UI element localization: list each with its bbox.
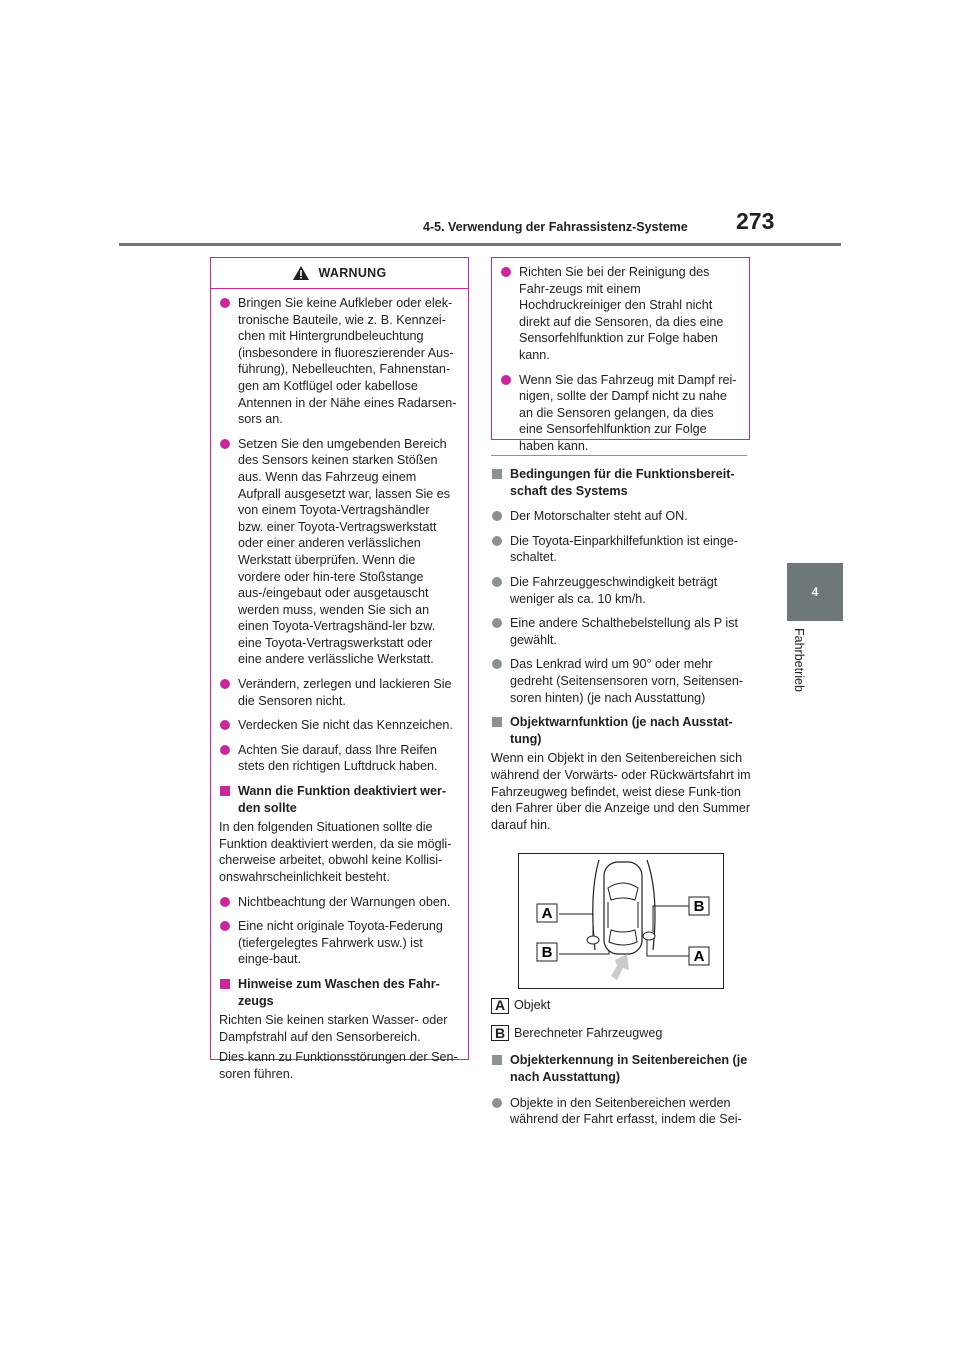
running-header: 4-5. Verwendung der Fahrassistenz-Systeme [423,220,688,234]
list-item: Die Toyota-Einparkhilfefunktion ist einge-schaltet. [491,533,751,566]
section-heading: Hinweise zum Waschen des Fahr-zeugs [219,976,458,1009]
list-item: Eine andere Schalthebelstellung als P ist gewählt. [491,615,751,648]
paragraph: In den folgenden Situationen sollte die Funktion deaktiviert werden, da sie mögli-cherweise arbeitet, obwohl keine Kollisi-onswahrscheinlichkeit besteht. [219,820,452,884]
chapter-label: Fahrbetrieb [792,628,806,692]
leader-line [653,906,689,932]
figure-label: A [693,948,705,966]
figure-side-detection [518,853,724,989]
leader-line [559,950,609,954]
section-heading: Wann die Funktion deaktiviert wer-den sollte [219,783,458,816]
warning-body [211,289,468,1083]
square-bullet-icon [220,979,230,989]
list-item: Nichtbeachtung der Warnungen oben. [219,894,458,911]
divider [491,455,747,456]
bullet-icon [220,298,230,308]
bullet-icon [492,618,502,628]
list-item: Achten Sie darauf, dass Ihre Reifen stets den richtigen Luftdruck haben. [219,742,458,775]
warning-title: WARNUNG [318,265,387,280]
bullet-icon [220,679,230,689]
warning-box-continued [491,257,750,453]
bullet-icon [220,897,230,907]
bullet-icon [492,659,502,669]
list-item: Der Motorschalter steht auf ON. [491,508,751,525]
bullet-icon [492,536,502,546]
header-rule [119,243,841,246]
list-item: Verändern, zerlegen und lackieren Sie die Sensoren nicht. [219,676,458,709]
legend-key: B [491,1025,509,1041]
right-column [491,466,751,1136]
legend-text: Objekt [514,998,551,1013]
reverse-arrow-icon [611,954,629,980]
object-icon [587,936,599,944]
legend-key: A [491,998,509,1014]
warning-triangle-icon [292,265,310,281]
legend-item [491,1025,751,1042]
list-item: Die Fahrzeuggeschwindigkeit beträgt weniger als ca. 10 km/h. [491,574,751,607]
object-icon [643,932,655,940]
section-heading: Bedingungen für die Funktionsbereit-schaft des Systems [491,466,751,499]
figure-label: B [693,898,705,916]
list-item: Wenn Sie das Fahrzeug mit Dampf rei-nigen, sollte der Dampf nicht zu nahe an die Sensoren gelangen, da dies eine Sensorfehlfunktion zur Folge haben kann. [500,372,739,455]
square-bullet-icon [492,1055,502,1065]
bullet-icon [220,745,230,755]
legend-text: Berechneter Fahrzeugweg [514,1025,663,1040]
leader-line [559,914,593,936]
bullet-icon [220,921,230,931]
square-bullet-icon [492,469,502,479]
figure-label: A [541,905,553,923]
bullet-icon [220,439,230,449]
warning-header [211,258,468,289]
list-item: Setzen Sie den umgebenden Bereich des Sensors keinen starken Stößen aus. Wenn das Fahrzeug einem Aufprall ausgesetzt war, lassen Sie es von einem Toyota-Vertragshändler bzw. einer Toyota-Vertragswerkstatt oder einer anderen verlässlichen Werkstatt überprüfen. Wenn die vordere oder hin-tere Stoßstange aus-/eingebaut oder ausgetauscht werden muss, wenden Sie sich an einen Toyota-Vertragshänd-ler bzw. eine Toyota-Vertragswerkstatt oder eine andere verlässliche Werkstatt. [219,436,458,668]
bullet-icon [501,267,511,277]
list-item: Bringen Sie keine Aufkleber oder elek-tronische Bauteile, wie z. B. Kennzei-chen mit Hintergrundbeleuchtung (insbesondere in fluoreszierender Aus-führung), Nebelleuchten, Fahnenstan-gen am Kotflügel oder kabellose Antennen in der Nähe eines Radarsen-sors an. [219,295,458,428]
list-item: Verdecken Sie nicht das Kennzeichen. [219,717,458,734]
chapter-tab: 4 [787,563,843,621]
list-item: Richten Sie bei der Reinigung des Fahr-zeugs mit einem Hochdruckreiniger den Strahl nicht direkt auf die Sensoren, da dies eine Sensorfehlfunktion zur Folge haben kann. [500,264,739,364]
section-heading: Objektwarnfunktion (je nach Ausstat-tung) [491,714,751,747]
list-item: Das Lenkrad wird um 90° oder mehr gedreht (Seitensensoren vorn, Seitensen-soren hinten) (je nach Ausstattung) [491,656,751,706]
warning-box [210,257,469,1081]
figure-label: B [541,944,553,962]
bullet-icon [501,375,511,385]
paragraph: Dies kann zu Funktionsstörungen der Sen-soren führen. [219,1050,458,1081]
bullet-icon [492,511,502,521]
paragraph: Wenn ein Objekt in den Seitenbereichen sich während der Vorwärts- oder Rückwärtsfahrt im Fahrzeugweg befindet, weist diese Funk-tion den Fahrer über die Anzeige und den Summer darauf hin. [491,751,751,832]
list-item: Eine nicht originale Toyota-Federung (tiefergelegtes Fahrwerk usw.) ist einge-baut. [219,918,458,968]
square-bullet-icon [492,717,502,727]
section-heading: Objekterkennung in Seitenbereichen (je nach Ausstattung) [491,1052,751,1085]
bullet-icon [492,1098,502,1108]
vehicle-diagram [519,854,723,988]
legend-item [491,997,751,1014]
page-number: 273 [736,208,775,234]
list-item: Objekte in den Seitenbereichen werden während der Fahrt erfasst, indem die Sei- [491,1095,751,1128]
bullet-icon [492,577,502,587]
bullet-icon [220,720,230,730]
paragraph: Richten Sie keinen starken Wasser- oder Dampfstrahl auf den Sensorbereich. [219,1013,448,1044]
square-bullet-icon [220,786,230,796]
